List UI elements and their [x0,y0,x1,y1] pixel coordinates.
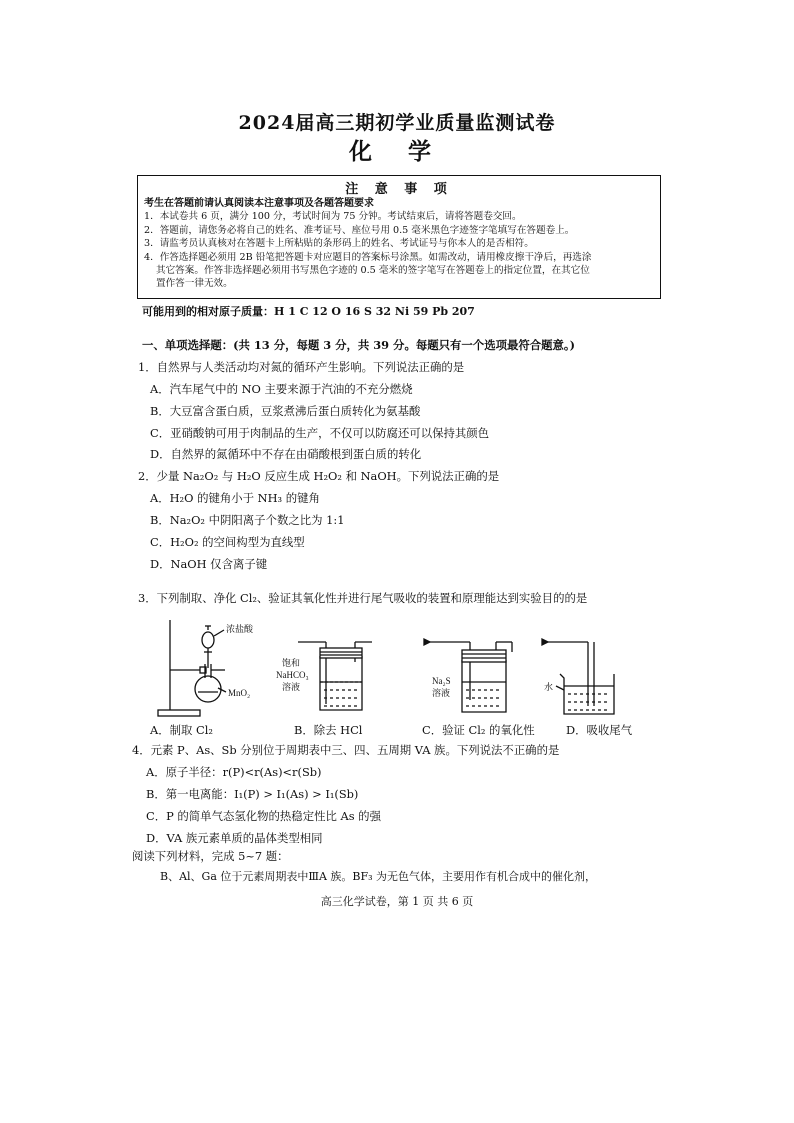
apparatus-a [158,620,226,716]
apparatus-b [298,642,372,710]
q2-stem: 2．少量 Na₂O₂ 与 H₂O 反应生成 H₂O₂ 和 NaOH。下列说法正确的是 [138,469,500,483]
notice-line-4: 4．作答选择题必须用 2B 铅笔把答题卡对应题目的答案标号涂黑。如需改动，请用橡皮擦干净后，再选涂 [144,251,592,263]
page-footer: 高三化学试卷，第 1 页 共 6 页 [320,895,474,908]
q3-option-c: C．验证 Cl₂ 的氧化性 [422,723,535,737]
label-nahco3-3: 溶液 [282,682,301,692]
label-na2s-2: 溶液 [432,688,451,698]
q4-option-d: D．VA 族元素单质的晶体类型相同 [146,831,323,845]
reading-material: B、Al、Ga 位于元素周期表中ⅢA 族。BF₃ 为无色气体，主要用作有机合成中的催化剂， [160,870,597,883]
subject-title: 化 学 [348,138,445,165]
notice-line-5: 其它答案。作答非选择题必须用书写黑色字迹的 0.5 毫米的签字笔写在答题卷上的指定位置，在其它位 [156,265,590,277]
q1-option-c: C．亚硝酸钠可用于肉制品的生产，不仅可以防腐还可以保持其颜色 [150,426,490,440]
label-water: 水 [544,682,554,692]
q3-stem: 3．下列制取、净化 Cl₂、验证其氧化性并进行尾气吸收的装置和原理能达到实验目的的是 [138,591,588,605]
apparatus-diagram [140,612,660,722]
atomic-masses: 可能用到的相对原子质量：H 1 C 12 O 16 S 32 Ni 59 Pb 207 [142,305,475,318]
q2-option-b: B．Na₂O₂ 中阴阳离子个数之比为 1:1 [150,513,345,527]
q3-option-d: D．吸收尾气 [566,723,633,737]
q2-option-c: C．H₂O₂ 的空间构型为直线型 [150,535,305,549]
apparatus-d [542,639,614,714]
q3-option-b: B．除去 HCl [294,723,363,737]
q1-stem: 1．自然界与人类活动均对氮的循环产生影响。下列说法正确的是 [138,360,465,374]
q3-option-a: A．制取 Cl₂ [150,723,213,737]
q1-option-a: A．汽车尾气中的 NO 主要来源于汽油的不充分燃烧 [150,382,413,396]
reading-intro: 阅读下列材料，完成 5~7 题： [132,849,289,863]
q2-option-a: A．H₂O 的键角小于 NH₃ 的键角 [150,491,320,505]
notice-box [137,175,661,299]
q4-option-a: A．原子半径：r(P)<r(As)<r(Sb) [146,765,322,779]
q1-option-d: D．自然界的氮循环中不存在由硝酸根到蛋白质的转化 [150,447,422,461]
notice-head: 考生在答题前请认真阅读本注意事项及各题答题要求 [144,198,374,209]
label-nahco3-1: 饱和 [282,658,301,668]
q4-option-b: B．第一电离能：I₁(P) > I₁(As) > I₁(Sb) [146,787,359,801]
notice-title: 注 意 事 项 [345,182,453,197]
exam-title: 2024届高三期初学业质量监测试卷 [238,112,556,134]
q1-option-b: B．大豆富含蛋白质，豆浆煮沸后蛋白质转化为氨基酸 [150,404,421,418]
label-mno2: MnO₂ [228,688,251,698]
label-na2s-1: Na₂S [432,676,451,686]
q4-option-c: C．P 的简单气态氢化物的热稳定性比 As 的强 [146,809,381,823]
q4-stem: 4．元素 P、As、Sb 分别位于周期表中三、四、五周期 VA 族。下列说法不正确的是 [132,743,560,757]
label-hcl: 浓盐酸 [226,624,254,634]
notice-line-2: 2．答题前，请您务必将自己的姓名、准考证号、座位号用 0.5 毫米黑色字迹签字笔填写在答题卷上。 [144,224,575,236]
notice-line-1: 1．本试卷共 6 页，满分 100 分，考试时间为 75 分钟。考试结束后，请将答题卷交回。 [144,211,522,223]
label-nahco3-2: NaHCO₃ [276,670,309,680]
notice-line-3: 3．请监考员认真核对在答题卡上所粘贴的条形码上的姓名、考试证号与你本人的是否相符。 [144,238,534,250]
q2-option-d: D．NaOH 仅含离子键 [150,557,268,571]
section-heading: 一、单项选择题：(共 13 分，每题 3 分，共 39 分。每题只有一个选项最符合题意。) [142,338,576,352]
notice-line-6: 置作答一律无效。 [156,278,233,290]
